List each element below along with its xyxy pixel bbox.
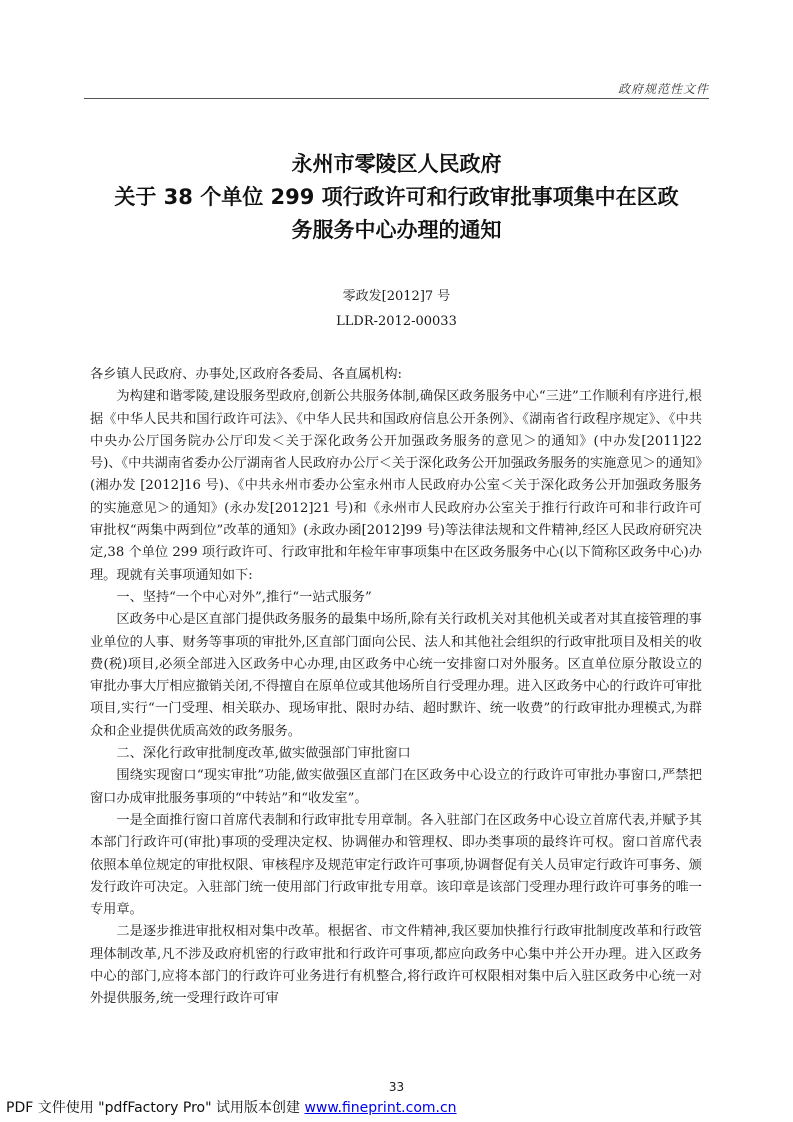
document-number-block [84,284,709,334]
document-number: 零政发[2012]7 号 [342,289,451,304]
paragraph-intro: 为构建和谐零陵,建设服务型政府,创新公共服务体制,确保区政务服务中心“三进”工作顺利有序进行,根据《中华人民共和国行政许可法》、《中华人民共和国政府信息公开条例》、《湖南省行政程序规定》、《中共中央办公厅国务院办公厅印发＜关于深化政务公开加强政务服务的意见＞的通知》(中办发[2011]22 号)、《中共湖南省委办公厅湖南省人民政府办公厅＜关于深化政务公开加强政务服务的实施意见＞的通知》(湘办发 [2012]16 号)、《中共永州市委办公室永州市人民政府办公室＜关于深化政务公开加强政务服务的实施意见＞的通知》(永办发[2012]21 号)和《永州市人民政府办公室关于推行行政许可和非行政许可审批权“两集中两到位”改革的通知》(永政办函[2012]99 号)等法律法规和文件精神,经区人民政府研究决定,38 个单位 299 项行政许可、行政审批和年检年审事项集中在区政务服务中心(以下简称区政务中心)办理。现就有关事项通知如下: [90,389,702,583]
document-registration-code: LLDR-2012-00033 [336,314,457,329]
document-body [90,364,702,1011]
paragraph-section-1: 区政务中心是区直部门提供政务服务的最集中场所,除有关行政机关对其他机关或者对其直接管理的事业单位的人事、财务等事项的审批外,区直部门面向公民、法人和其他社会组织的行政审批项目及相关的收费(税)项目,必须全部进入区政务中心办理,由区政务中心统一安排窗口对外服务。区直单位原分散设立的审批办事大厅相应撤销关闭,不得擅自在原单位或其他场所自行受理办理。进入区政务中心的行政许可审批项目,实行“一门受理、相关联办、现场审批、限时办结、超时默许、统一收费”的行政审批办理模式,为群众和企业提供优质高效的政务服务。 [90,612,702,739]
page-number: 33 [388,1080,405,1094]
title-line-2: 关于 38 个单位 299 项行政许可和行政审批事项集中在区政 [114,185,679,209]
paragraph-section-2: 围绕实现窗口“现实审批”功能,做实做强区直部门在区政务中心设立的行政许可审批办事窗口,严禁把窗口办成审批服务事项的“中转站”和“收发室”。 [90,768,702,806]
watermark-link[interactable]: www.fineprint.com.cn [304,1100,457,1116]
document-title [84,148,709,247]
header-divider [84,98,709,99]
salutation: 各乡镇人民政府、办事处,区政府各委局、各直属机构: [90,367,402,382]
section-heading-2: 二、深化行政审批制度改革,做实做强部门审批窗口 [116,746,411,762]
pdf-watermark [6,1097,457,1117]
section-heading-1: 一、坚持“一个中心对外”,推行“一站式服务” [116,589,372,605]
title-line-3: 务服务中心办理的通知 [291,218,502,242]
header-label: 政府规范性文件 [617,82,709,96]
paragraph-item-1: 一是全面推行窗口首席代表制和行政审批专用章制。各入驻部门在区政务中心设立首席代表,并赋予其本部门行政许可(审批)事项的受理决定权、协调催办和管理权、即办类事项的最终许可权。窗口首席代表依照本单位规定的审批权限、审核程序及规范审定行政许可事项,协调督促有关人员审定行政许可事务、颁发行政许可决定。入驻部门统一使用部门行政审批专用章。该印章是该部门受理办理行政许可事务的唯一专用章。 [90,812,702,918]
watermark-text: PDF 文件使用 "pdfFactory Pro" 试用版本创建 [6,1100,305,1116]
title-line-1: 永州市零陵区人民政府 [291,152,502,176]
paragraph-item-2: 二是逐步推进审批权相对集中改革。根据省、市文件精神,我区要加快推行行政审批制度改革和行政管理体制改革,凡不涉及政府机密的行政审批和行政许可事项,都应向政务中心集中并公开办理。进入区政务中心的部门,应将本部门的行政许可业务进行有机整合,将行政许可权限相对集中后入驻区政务中心统一对外提供服务,统一受理行政许可审 [90,924,702,1007]
